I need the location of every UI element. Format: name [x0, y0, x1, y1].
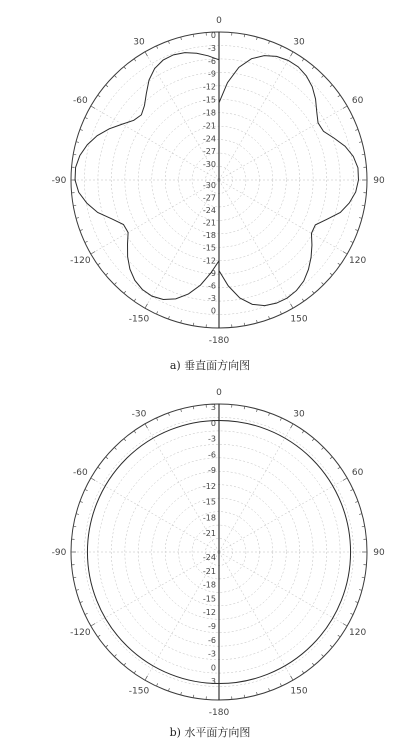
outer-tick: [338, 95, 340, 97]
outer-tick: [80, 501, 83, 502]
outer-tick: [312, 439, 314, 441]
angle-label: -90: [51, 548, 67, 558]
outer-tick: [302, 431, 304, 433]
radial-tick-label: -3: [208, 434, 216, 444]
outer-tick: [355, 501, 358, 502]
outer-tick: [98, 467, 100, 469]
grid-spoke: [91, 552, 219, 626]
outer-tick: [156, 46, 157, 49]
outer-tick: [73, 205, 76, 206]
outer-tick: [134, 299, 136, 301]
outer-tick: [73, 154, 76, 155]
grid-spoke: [91, 106, 219, 180]
outer-tick: [91, 106, 95, 109]
outer-tick: [124, 291, 126, 293]
outer-tick: [338, 635, 340, 637]
radial-tick-label: -21: [202, 218, 216, 228]
outer-tick: [193, 695, 194, 698]
grid-spoke: [219, 424, 293, 552]
outer-tick: [98, 95, 100, 97]
radial-tick-label: -3: [208, 649, 216, 659]
grid-spoke: [219, 52, 293, 180]
outer-tick: [193, 323, 194, 326]
outer-tick: [193, 34, 194, 37]
outer-tick: [269, 413, 270, 416]
outer-tick: [343, 478, 347, 481]
outer-tick: [85, 241, 88, 242]
outer-tick: [76, 142, 79, 143]
angle-label: -150: [128, 686, 150, 697]
outer-tick: [343, 106, 347, 109]
radial-tick-label: -24: [202, 134, 216, 144]
radial-tick-label: -18: [202, 108, 216, 118]
outer-tick: [91, 252, 95, 255]
outer-tick: [359, 142, 362, 143]
outer-tick: [338, 467, 340, 469]
outer-tick: [145, 52, 148, 56]
outer-tick: [350, 241, 353, 242]
outer-tick: [257, 409, 258, 412]
outer-tick: [244, 323, 245, 326]
outer-tick: [244, 34, 245, 37]
outer-tick: [350, 613, 353, 614]
outer-tick: [168, 41, 169, 44]
angle-label: -180: [208, 336, 230, 346]
radial-tick-label: -12: [202, 82, 216, 92]
angle-label: 0: [216, 388, 222, 398]
radial-tick-label: -24: [202, 206, 216, 216]
outer-tick: [362, 205, 365, 206]
angle-label: 150: [290, 314, 308, 325]
angle-label: 0: [216, 16, 222, 26]
outer-tick: [73, 526, 76, 527]
outer-tick: [85, 613, 88, 614]
outer-tick: [114, 655, 116, 657]
grid-spoke: [219, 478, 347, 552]
radial-tick-label: 0: [210, 31, 216, 40]
angle-label: -120: [70, 628, 91, 638]
outer-tick: [76, 590, 79, 591]
radial-tick-label: 0: [210, 663, 216, 673]
outer-tick: [280, 311, 281, 314]
outer-tick: [244, 406, 245, 409]
vertical-plane-chart: [52, 16, 385, 346]
outer-tick: [330, 457, 332, 459]
radial-tick-label: -21: [202, 121, 216, 131]
outer-tick: [312, 291, 314, 293]
outer-tick: [302, 299, 304, 301]
angle-label: 60: [351, 96, 364, 106]
outer-tick: [98, 263, 100, 265]
radial-tick-label: -9: [208, 69, 216, 79]
angle-label: -30: [131, 409, 147, 420]
radial-tick-label: -30: [202, 160, 216, 170]
outer-tick: [280, 418, 281, 421]
outer-tick: [269, 688, 270, 691]
outer-tick: [362, 154, 365, 155]
outer-tick: [302, 671, 304, 673]
outer-tick: [181, 37, 182, 40]
radial-tick-label: -12: [202, 481, 216, 491]
outer-tick: [355, 230, 358, 231]
outer-tick: [291, 676, 294, 680]
outer-tick: [343, 624, 347, 627]
radial-tick-label: -21: [202, 529, 216, 539]
radial-tick-label: -27: [202, 147, 216, 157]
outer-tick: [330, 85, 332, 87]
outer-tick: [355, 129, 358, 130]
outer-tick: [85, 117, 88, 118]
outer-tick: [269, 41, 270, 44]
outer-tick: [181, 409, 182, 412]
outer-tick: [124, 67, 126, 69]
grid-spoke: [91, 478, 219, 552]
radial-tick-label: -21: [202, 566, 216, 576]
outer-tick: [322, 283, 324, 285]
outer-tick: [106, 85, 108, 87]
outer-tick: [145, 424, 148, 428]
outer-tick: [322, 447, 324, 449]
radial-tick-label: -9: [208, 622, 216, 631]
outer-tick: [193, 406, 194, 409]
radial-tick-label: 3: [210, 677, 216, 687]
outer-tick: [257, 320, 258, 323]
radial-tick-label: -15: [202, 95, 216, 105]
radial-tick-label: -27: [202, 193, 216, 203]
outer-tick: [362, 526, 365, 527]
radial-tick-label: -9: [208, 268, 216, 278]
outer-tick: [91, 478, 95, 481]
outer-tick: [350, 117, 353, 118]
outer-tick: [156, 311, 157, 314]
grid-spoke: [219, 180, 347, 254]
radial-tick-label: -3: [208, 293, 216, 303]
outer-tick: [181, 692, 182, 695]
outer-tick: [302, 59, 304, 61]
outer-tick: [80, 129, 83, 130]
radial-tick-label: -9: [208, 466, 216, 476]
outer-tick: [343, 252, 347, 255]
angle-label: 30: [133, 37, 145, 48]
radial-tick-label: -6: [208, 450, 216, 460]
outer-tick: [76, 514, 79, 515]
grid-spoke: [91, 180, 219, 254]
angle-label: -60: [73, 468, 88, 478]
angle-label: 90: [373, 176, 385, 186]
angle-label: -60: [73, 96, 88, 106]
angle-label: -180: [208, 708, 230, 718]
outer-tick: [91, 624, 95, 627]
angle-label: 60: [351, 468, 364, 478]
outer-tick: [181, 320, 182, 323]
outer-tick: [359, 590, 362, 591]
angle-label: 120: [349, 256, 367, 266]
outer-tick: [168, 413, 169, 416]
outer-tick: [98, 635, 100, 637]
radial-tick-label: -12: [202, 256, 216, 266]
radial-tick-label: -18: [202, 513, 216, 523]
radial-tick-label: -18: [202, 231, 216, 241]
outer-tick: [312, 663, 314, 665]
horizontal-plane-caption: b) 水平面方向图: [169, 726, 251, 739]
outer-tick: [124, 439, 126, 441]
grid-spoke: [219, 180, 293, 308]
outer-tick: [134, 59, 136, 61]
angle-label: 30: [293, 409, 305, 420]
outer-tick: [257, 37, 258, 40]
radial-tick-label: 0: [210, 306, 216, 316]
outer-tick: [359, 514, 362, 515]
outer-tick: [355, 602, 358, 603]
outer-tick: [114, 447, 116, 449]
outer-tick: [73, 577, 76, 578]
outer-tick: [312, 67, 314, 69]
outer-tick: [350, 489, 353, 490]
radial-tick-label: 0: [210, 418, 216, 428]
angle-label: -120: [70, 256, 91, 266]
outer-tick: [156, 418, 157, 421]
angle-label: 120: [349, 628, 367, 638]
outer-tick: [280, 46, 281, 49]
outer-tick: [168, 316, 169, 319]
radial-tick-label: -18: [202, 580, 216, 590]
outer-tick: [322, 75, 324, 77]
outer-tick: [156, 683, 157, 686]
outer-tick: [76, 218, 79, 219]
radial-tick-label: -6: [208, 56, 216, 66]
outer-tick: [145, 304, 148, 308]
outer-tick: [168, 688, 169, 691]
outer-tick: [244, 695, 245, 698]
outer-tick: [322, 655, 324, 657]
outer-tick: [114, 75, 116, 77]
angle-label: 30: [293, 37, 305, 48]
radial-tick-label: -24: [202, 553, 216, 562]
radial-tick-label: -15: [202, 594, 216, 604]
angle-label: 150: [290, 686, 308, 697]
outer-tick: [80, 230, 83, 231]
angle-label: 90: [373, 548, 385, 558]
outer-tick: [291, 304, 294, 308]
radial-tick-label: -3: [208, 43, 216, 53]
outer-tick: [145, 676, 148, 680]
outer-tick: [330, 645, 332, 647]
outer-tick: [106, 273, 108, 275]
outer-tick: [257, 692, 258, 695]
outer-tick: [362, 577, 365, 578]
vertical-plane-caption: a) 垂直面方向图: [169, 359, 251, 372]
grid-spoke: [219, 552, 347, 626]
horizontal-plane-chart: [52, 388, 385, 718]
radial-tick-label: -6: [208, 281, 216, 291]
outer-tick: [134, 671, 136, 673]
radial-tick-label: -30: [202, 181, 216, 190]
grid-spoke: [219, 552, 293, 680]
outer-tick: [114, 283, 116, 285]
radial-tick-label: -15: [202, 497, 216, 507]
angle-label: -90: [51, 176, 67, 186]
radial-tick-label: -6: [208, 635, 216, 645]
outer-tick: [85, 489, 88, 490]
angle-label: -150: [128, 314, 150, 325]
outer-tick: [330, 273, 332, 275]
outer-tick: [280, 683, 281, 686]
outer-tick: [359, 218, 362, 219]
outer-tick: [291, 52, 294, 56]
outer-tick: [134, 431, 136, 433]
radial-tick-label: -12: [202, 608, 216, 618]
outer-tick: [338, 263, 340, 265]
radial-tick-label: 3: [210, 403, 216, 412]
outer-tick: [291, 424, 294, 428]
outer-tick: [106, 457, 108, 459]
outer-tick: [106, 645, 108, 647]
radial-tick-label: -15: [202, 243, 216, 253]
outer-tick: [80, 602, 83, 603]
outer-tick: [124, 663, 126, 665]
outer-tick: [269, 316, 270, 319]
grid-spoke: [219, 106, 347, 180]
